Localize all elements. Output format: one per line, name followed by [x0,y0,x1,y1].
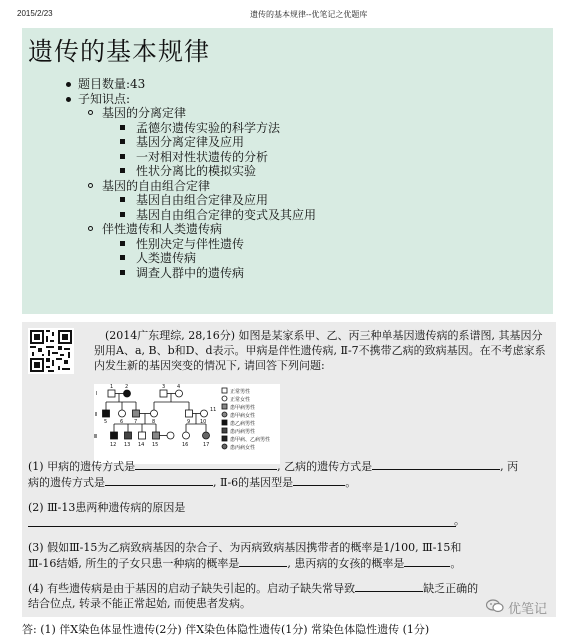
subtopic-item[interactable]: 一对相对性状遗传的分析 [120,150,316,165]
topic-label[interactable]: 基因的自由组合定律 [102,178,211,193]
subtopic-item[interactable]: 人类遗传病 [120,251,316,266]
pedigree-legend-item: 患甲病女性 [230,413,256,419]
pedigree-id: 15 [152,442,159,448]
subtopic-item[interactable]: 性状分离比的模拟实验 [120,164,316,179]
question-part-1 [28,458,552,490]
knowledge-card [22,28,553,314]
pdf-header [0,0,584,26]
document-title: 遗传的基本规律--优笔记之优题库 [250,10,368,19]
question-part-2 [28,500,552,515]
topic-independent-assortment[interactable] [88,179,316,223]
watermark [486,597,564,617]
watermark-text: 优笔记 [508,602,548,617]
pedigree-id: 11 [210,407,217,413]
pedigree-legend-item: 正常男性 [230,389,251,395]
pedigree-legend-item: 患丙病男性 [230,429,256,435]
topic-segregation[interactable] [88,106,316,179]
qr-code[interactable] [28,328,74,374]
pedigree-legend-item: 患甲病、乙病男性 [230,437,271,443]
part3-text: Ⅲ-16结婚, 所生的子女只患一种病的概率是 [28,557,240,570]
part1-text: (1) 甲病的遗传方式是 [28,460,136,473]
part2-end: 。 [454,514,465,527]
pedigree-id: 13 [124,442,131,448]
answer-line: 答: (1) 伴X染色体显性遗传(2分) 伴X染色体隐性遗传(1分) 常染色体隐性遗传 (1分) [22,623,430,636]
question-stem: (2014广东理综, 28,16分) 如图是某家系甲、乙、丙三种单基因遗传病的系谱图, 其基因分别用A、a, B、b和D、d表示。甲病是伴性遗传病, Ⅱ-7不携带乙病的致病基因。在不考虑家系内发生新的基因突变的情况下, 请回答下列问题: [94,329,546,372]
pedigree-gen-label: Ⅰ [96,391,98,397]
part3-text: (3) 假如Ⅲ-15为乙病致病基因的杂合子、为丙病致病基因携带者的概率是1/100, Ⅲ-15和 [28,541,462,554]
pedigree-gen-label: Ⅲ [94,434,98,440]
part1-text: , 丙 [500,460,519,473]
pedigree-id: 9 [187,419,191,425]
subtopic-item[interactable]: 性别决定与伴性遗传 [120,237,316,252]
pedigree-legend-item: 正常女性 [230,397,251,403]
pedigree-id: 2 [125,384,129,390]
pedigree-id: 3 [162,384,166,390]
wechat-icon [486,599,504,613]
answer-blank-long[interactable] [28,526,456,527]
part1-text: , Ⅱ-6的基因型是 [213,476,294,489]
pedigree-diagram [94,384,280,464]
answer-blank[interactable] [372,458,500,470]
answer-blank[interactable] [355,580,423,592]
answer-blank[interactable] [135,458,277,470]
pedigree-id: 4 [177,384,181,390]
part1-text: 病的遗传方式是 [28,476,105,489]
subtopic-item[interactable]: 孟德尔遗传实验的科学方法 [120,121,316,136]
pedigree-gen-label: Ⅱ [95,412,98,418]
answer-blank[interactable] [239,555,287,567]
pedigree-id: 7 [134,419,138,425]
pedigree-id: 10 [200,419,207,425]
subtopic-item[interactable]: 基因分离定律及应用 [120,135,316,150]
pedigree-id: 16 [182,442,189,448]
part3-text: 。 [450,557,462,570]
question-part-3 [28,540,552,571]
pedigree-id: 14 [138,442,145,448]
topic-sex-linked[interactable] [88,222,316,280]
pedigree-legend-item: 患甲病男性 [230,405,256,411]
subtopic-item[interactable]: 基因自由组合定律的变式及其应用 [120,208,316,223]
answer-blank[interactable] [293,474,345,486]
answer-blank[interactable] [404,555,450,567]
pedigree-id: 5 [104,419,108,425]
card-title: 遗传的基本规律 [28,37,211,66]
pedigree-legend-item: 患乙病男性 [230,421,256,427]
pedigree-id: 1 [110,384,114,390]
pedigree-legend-item: 患丙病女性 [230,445,256,451]
pedigree-id: 12 [110,442,117,448]
part2-text: (2) Ⅲ-13患两种遗传病的原因是 [28,501,186,514]
print-date: 2015/2/23 [17,9,53,18]
part1-text: 。 [345,476,357,489]
part4-text: 缺乏正确的 [423,582,479,595]
pedigree-id: 6 [120,419,124,425]
part4-text: (4) 有些遗传病是由于基因的启动子缺失引起的。启动子缺失常导致 [28,582,356,595]
pedigree-id: 17 [203,442,210,448]
topic-label[interactable]: 伴性遗传和人类遗传病 [102,222,223,236]
question-part-4 [28,580,552,611]
part4-text: 结合位点, 转录不能正常起始, 而使患者发病。 [28,597,251,610]
knowledge-list [66,77,316,280]
question-block [22,322,556,617]
pedigree-id: 8 [152,419,156,425]
subtopic-item[interactable]: 调查人群中的遗传病 [120,266,316,281]
answer-blank[interactable] [105,474,213,486]
sub-points [66,92,316,281]
question-count: 题目数量:43 [66,77,316,92]
subtopic-item[interactable]: 基因自由组合定律及应用 [120,193,316,208]
topic-label[interactable]: 基因的分离定律 [102,106,187,120]
part1-text: , 乙病的遗传方式是 [277,460,373,473]
sub-points-label: 子知识点: [78,91,131,106]
part3-text: , 患丙病的女孩的概率是 [287,557,405,570]
